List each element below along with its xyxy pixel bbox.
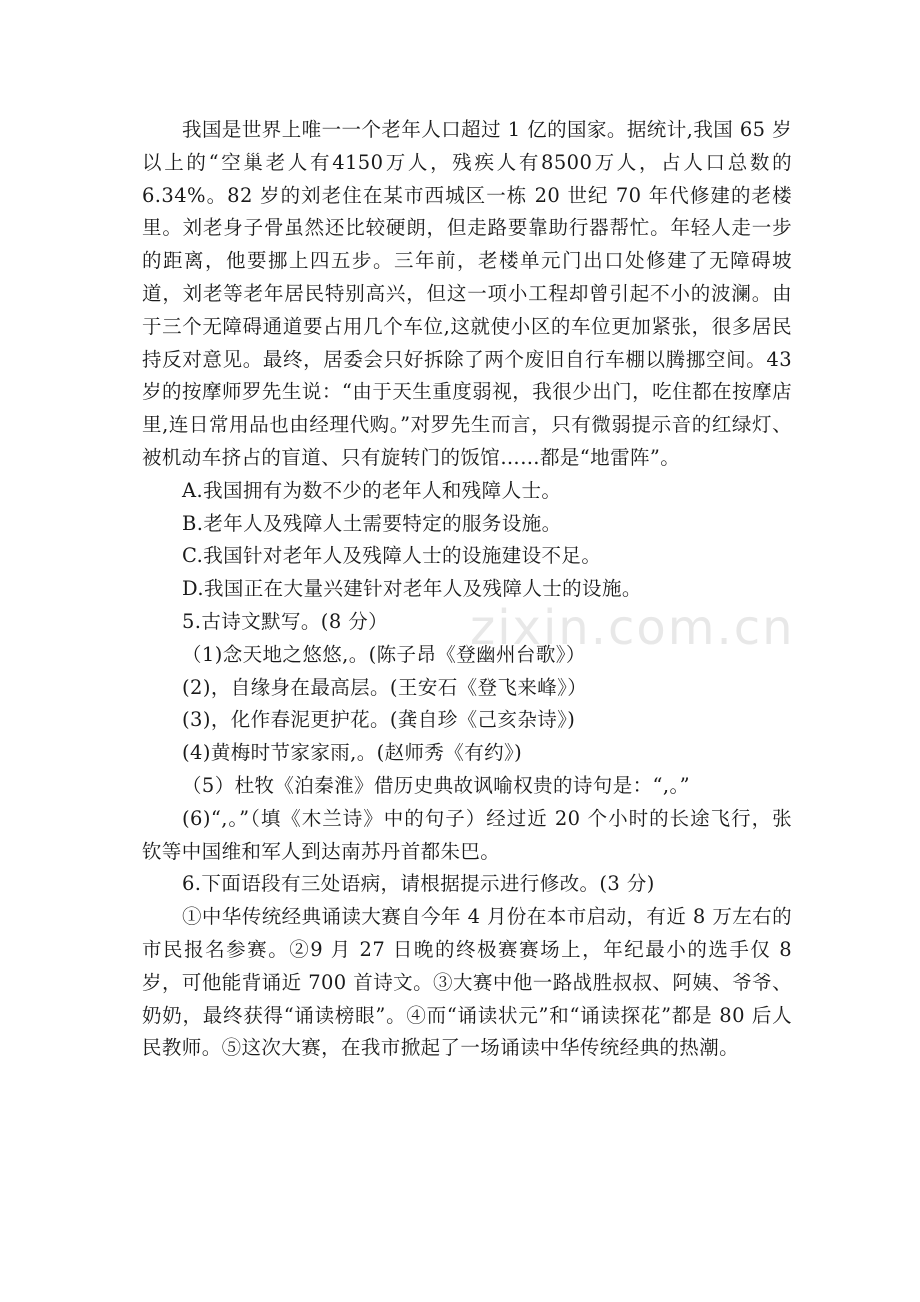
option-b: B.老年人及残障人土需要特定的服务设施。 [182, 511, 562, 535]
question-5-item-2: (2)，自缘身在最高层。(王安石《登飞来峰》） [182, 675, 588, 699]
question-5-item-1: （1)念天地之悠悠,。(陈子昂《登幽州台歌》） [182, 642, 586, 666]
question-5-item-3: (3)，化作春泥更护花。(龚自珍《己亥杂诗》) [182, 708, 576, 732]
document-page [142, 114, 792, 1065]
question-5-heading: 5.古诗文默写。(8 分） [182, 609, 389, 633]
option-a: A.我国拥有为数不少的老年人和残障人士。 [182, 478, 562, 502]
question-5-item-4: (4)黄梅时节家家雨,。(赵师秀《有约》) [182, 741, 523, 765]
option-c: C.我国针对老年人及残障人士的设施建设不足。 [182, 544, 602, 568]
question-5-item-6: (6)“,。”（填《木兰诗》中的句子）经过近 20 个小时的长途飞行，张钦等中国维和军人到达南苏丹首都朱巴。 [142, 806, 792, 863]
question-6-passage: ①中华传统经典诵读大赛自今年 4 月份在本市启动，有近 8 万左右的市民报名参赛。②9 月 27 日晚的终极赛赛场上，年纪最小的选手仅 8 岁，可他能背诵近 700 首诗文。③大赛中他一路战胜叔叔、阿姨、爷爷、奶奶，最终获得“诵读榜眼”。④而“诵读状元”和“诵读探花”都是 80 后人民教师。⑤这次大赛，在我市掀起了一场诵读中华传统经典的热潮。 [142, 905, 792, 1060]
question-6-heading: 6.下面语段有三处语病，请根据提示进行修改。(3 分) [182, 872, 655, 896]
passage-paragraph: 我国是世界上唯一一个老年人口超过 1 亿的国家。据统计,我国 65 岁以上的“空巢老人有4150万人，残疾人有8500万人，占人口总数的 6.34%。82 岁的刘老住在某市西城区一栋 20 世纪 70 年代修建的老楼里。刘老身子骨虽然还比较硬朗，但走路要靠助行器帮忙。年轻人走一步的距离，他要挪上四五步。三年前，老楼单元门出口处修建了无障碍坡道，刘老等老年居民特别高兴，但这一项小工程却曾引起不小的波澜。由于三个无障碍通道要占用几个车位,这就使小区的车位更加紧张，很多居民持反对意见。最终，居委会只好拆除了两个废旧自行车棚以腾挪空间。43 岁的按摩师罗先生说：“由于天生重度弱视，我很少出门，吃住都在按摩店里,连日常用品也由经理代购。”对罗先生而言，只有微弱提示音的红绿灯、被机动车挤占的盲道、只有旋转门的饭馆……都是“地雷阵”。 [142, 118, 792, 469]
option-d: D.我国正在大量兴建针对老年人及残障人士的设施。 [182, 577, 642, 601]
question-5-item-5: （5）杜牧《泊秦淮》借历史典故讽喻权贵的诗句是：“,。” [182, 773, 690, 797]
watermark-text: zixin.com.cn [470, 600, 795, 656]
